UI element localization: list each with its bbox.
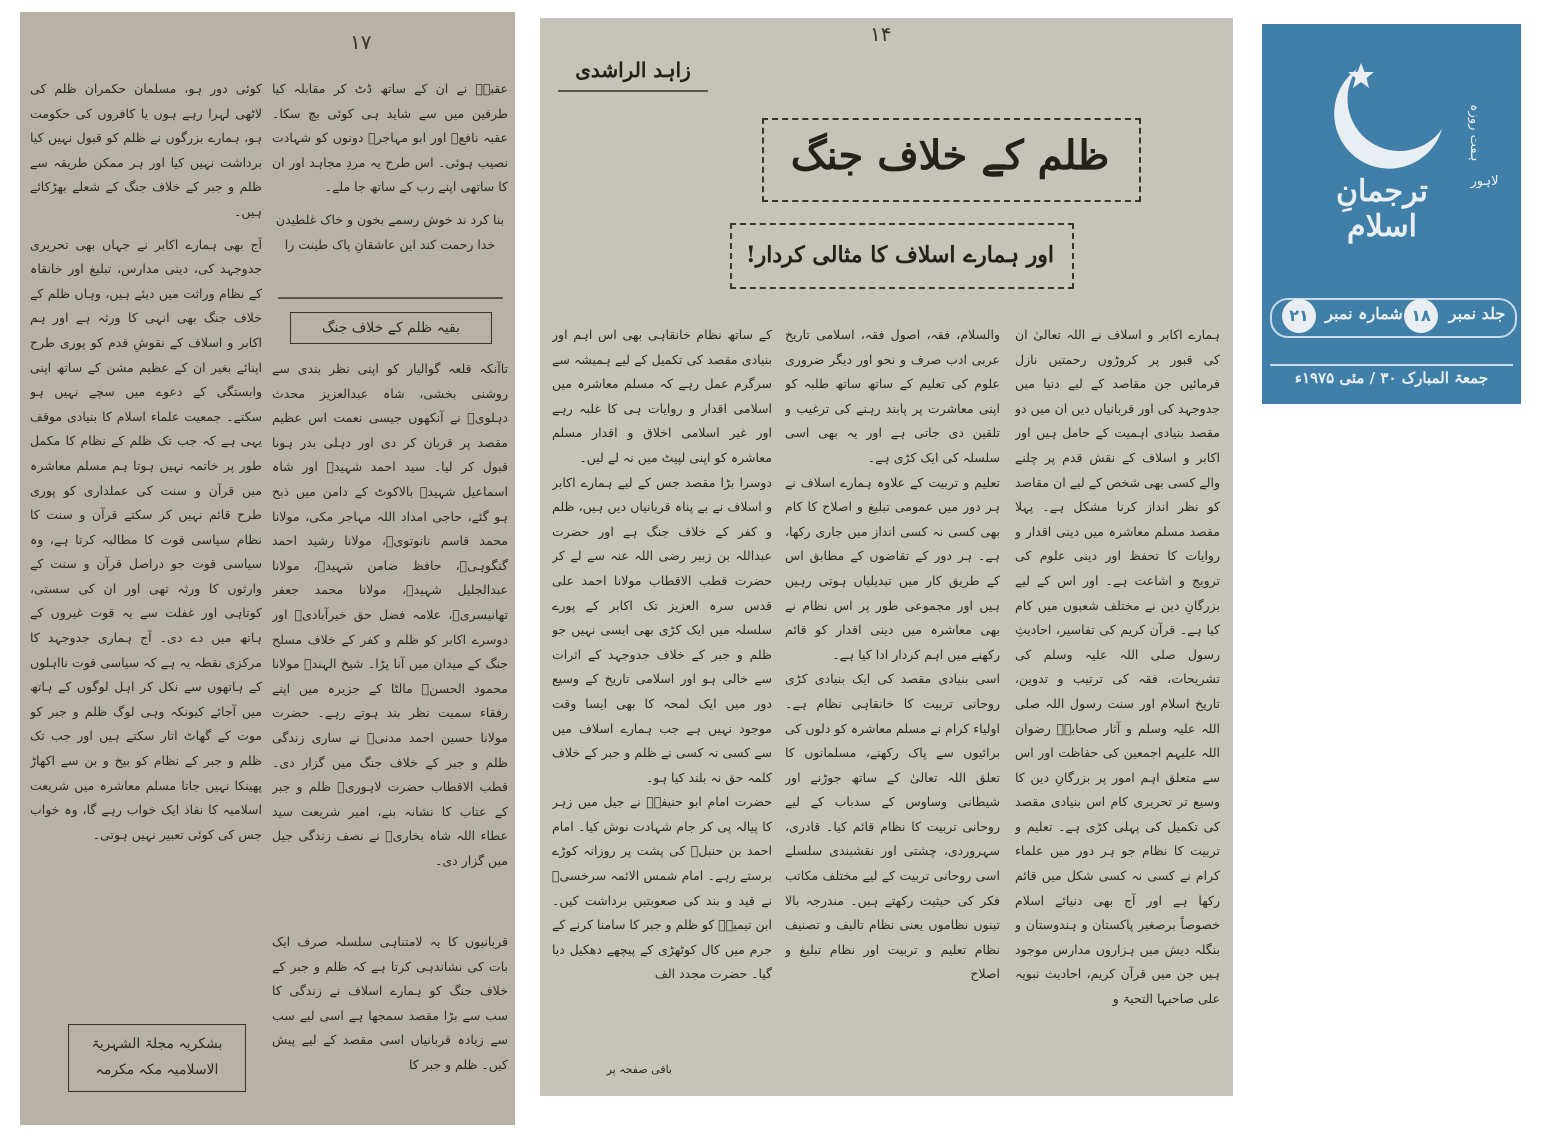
- issue-number: ۲۱: [1282, 299, 1316, 333]
- magazine-name: ترجمانِ اسلام: [1336, 174, 1428, 244]
- continued-note: باقی صفحہ پر: [606, 1063, 672, 1076]
- article-title: ظلم کے خلاف جنگ: [790, 132, 1110, 179]
- page-number: ۱۴: [870, 22, 892, 46]
- left-page-column-right-middle: [272, 357, 508, 922]
- left-page: [20, 12, 515, 1125]
- verse: بنا کرد ند خوش رسمے بخون و خاک غلطیدن خدا رحمت کند این عاشقانِ پاک طینت را: [275, 211, 505, 252]
- middle-page: [540, 18, 1233, 1096]
- paragraph: آج بھی ہمارے اکابر نے جہاں بھی تحریری جدوجہد کی، دینی مدارس، تبلیغ اور خانقاہ کے نظام وراثت میں دیئے ہیں، وہاں ظلم کے خلاف جنگ بھی انہی کا ورثہ ہے اور ہم اکابر و اسلاف کے نقوشِ قدم کو پوری طرح اپنائے بغیر ان کے عظیم مشن کے ساتھ اپنی وابستگی کے دعوے میں سچے نہیں ہو سکتے۔ جمعیت علماء اسلام کا بنیادی موقف یہی ہے کہ جب تک ظلم کے نظام کا مکمل طور پر خاتمہ نہیں ہوتا ہم مسلم معاشرہ میں قرآن و سنت کی عملداری کو پوری طرح قائم نہیں کر سکتے قرآن و سنت کا نظام سیاسی قوت کا مطالبہ کرتا ہے، وہ سیاسی قوت جو دراصل قرآن و سنت کے وارثوں کا ورثہ تھی اور ان کی سستی، کوتاہی اور غفلت سے یہ قوت غیروں کے ہاتھ میں دے دی۔ آج ہماری جدوجہد کا مرکزی نقطہ یہ ہے کہ سیاسی قوت نااہلوں کے ہاتھوں سے نکل کر اہل لوگوں کے ہاتھ میں آجائے کیونکہ وہی لوگ ظلم و جبر کو موت کے گھاٹ اتار سکتے ہیں اور جب تک ظلم و جبر کے نظام کو بیخ و بن سے اکھاڑ پھینکا نہیں جاتا مسلم معاشرہ میں شریعت اسلامیہ کا نفاذ ایک خواب رہے گا، وہ خواب جس کی کوئی تعبیر نہیں ہوتی۔: [30, 236, 262, 842]
- paragraph: تاآنکہ قلعہ گوالیار کو اپنی نظر بندی سے روشنی بخشی، شاہ عبدالعزیز محدث دہلویؒ نے آنکھوں جیسی نعمت اس عظیم مقصد پر قربان کر دی اور دہلی بدر ہونا قبول کر لیا۔ سید احمد شہیدؒ اور شاہ اسماعیل شہیدؒ بالاکوٹ کے دامن میں ذبح ہو گئے، حاجی امداد اللہ مہاجر مکی، مولانا محمد قاسم نانوتویؒ، مولانا رشید احمد گنگوہیؒ، حافظ ضامن شہیدؒ، مولانا عبدالجلیل شہیدؒ، مولانا محمد جعفر تھانیسریؒ، علامہ فضل حق خیرآبادیؒ اور دوسرے اکابر کو ظلم و کفر کے خلاف مسلح جنگ کے میدان میں آنا پڑا۔ شیخ الہندؒ مولانا محمود الحسنؒ مالٹا کے جزیرہ میں اپنے رفقاء سمیت نظر بند ہوتے رہے۔ حضرت مولانا حسین احمد مدنیؒ نے ساری زندگی ظلم و جبر کے خلاف جنگ میں گزار دی۔ قطب الاقطاب حضرت لاہوریؒ ظلم و جبر کے عتاب کا نشانہ بنے، امیر شریعت سید عطاء اللہ شاہ بخاریؒ نے نصف زندگی جیل میں گزار دی۔: [272, 361, 508, 868]
- issue-label: شمارہ نمبر: [1325, 304, 1403, 323]
- page-number: ۱۷: [350, 30, 372, 54]
- left-page-column-right-bottom: [272, 930, 508, 1110]
- date-rule: [1270, 364, 1513, 366]
- divider: [278, 297, 503, 299]
- volume-number: ۱۸: [1404, 299, 1438, 333]
- volume-label: جلد نمبر: [1448, 304, 1506, 323]
- article-column-2: والسلام، فقہ، اصول فقہ، اسلامی تاریخ عربی ادب صرف و نحو اور دیگر ضروری علوم کی تعلیم کے ساتھ ساتھ طلبہ کو اپنی معاشرت پر پابند رہنے کی ترغیب و تلقین دی جاتی ہے اور یہ بھی اسی سلسلہ کی ایک کڑی ہے۔ تعلیم و تربیت کے علاوہ ہمارے اسلاف نے ہر دور میں عمومی تبلیغ و اصلاح کا کام بھی کسی نہ کسی انداز میں جاری رکھا، ہے۔ ہر دور کے تقاضوں کے مطابق اس کے طریق کار میں تبدیلیاں ہوتی رہیں ہیں اور مجموعی طور پر اس نظام نے بھی معاشرہ میں دینی اقدار کو قائم رکھنے میں اہم کردار ادا کیا ہے۔ اسی بنیادی مقصد کی ایک بنیادی کڑی روحانی تربیت کا خانقاہی نظام ہے۔ اولیاء کرام نے مسلم معاشرہ کو دلوں کی برائیوں سے پاک رکھنے، مسلمانوں کا تعلق اللہ تعالیٰ کے ساتھ جوڑنے اور شیطانی وساوس کے سدباب کے لیے روحانی تربیت کا نظام قائم کیا۔ قادری، سہروردی، چشتی اور نقشبندی سلسلے اسی روحانی تربیت کے لیے مختلف مکاتب فکر کی حیثیت رکھتے ہیں۔ مندرجہ بالا تینوں نظاموں یعنی نظام تالیف و تصنیف نظام تعلیم و تربیت اور نظام تبلیغ و اصلاح: [785, 327, 1000, 982]
- author-name: زاہد الراشدی: [575, 58, 691, 82]
- paragraph: قربانیوں کا یہ لامتناہی سلسلہ صرف ایک بات کی نشاندہی کرتا ہے کہ ظلم و جبر کے خلاف جنگ کو ہمارے اسلاف نے زندگی کا سب سے بڑا مقصد سمجھا ہے اسی لیے سب سے زیادہ قربانیاں اسی مقصد کے لیے پیش کیں۔ ظلم و جبر کا: [272, 934, 508, 1072]
- article-column-3: کے ساتھ نظام خانقاہی بھی اس اہم اور بنیادی مقصد کی تکمیل کے لیے ہمیشہ سے سرگرم عمل رہے کہ مسلم معاشرہ میں اسلامی اقدار و روایات ہی کا غلبہ رہے اور غیر اسلامی اخلاق و اقدار مسلم معاشرہ کو اپنی لپیٹ میں نہ لے لیں۔ دوسرا بڑا مقصد جس کے لیے ہمارے اکابر و اسلاف نے بے پناہ قربانیاں دیں ہیں، ظلم و کفر کے خلاف جنگ ہے اور حضرت عبداللہ بن زبیر رضی اللہ عنہ سے لے کر حضرت قطب الاقطاب مولانا احمد علی قدس سرہ العزیز تک اکابر کے پورے سلسلہ میں ایک کڑی بھی ایسی نہیں جو ظلم و جبر کے خلاف جدوجہد کے اثرات سے خالی ہو اور اسلامی تاریخ کے وسیع دور میں ایک لمحہ کا بھی ایسا وقت موجود نہیں ہے جب ہمارے اسلاف میں سے کسی نہ کسی نے ظلم و جبر کے خلاف کلمہ حق نہ بلند کیا ہو۔ حضرت امام ابو حنیفہؒ نے جیل میں زہر کا پیالہ پی کر جام شہادت نوش کیا۔ امام احمد بن حنبلؒ کی پشت پر روزانہ کوڑے برستے رہے۔ امام شمس الائمہ سرخسیؒ نے قید و بند کی صعوبتیں برداشت کیں۔ ابن تیمیہؒ کو ظلم و جبر کا سامنا کرنے کے جرم میں کال کوٹھڑی کے پیچھے دھکیل دیا گیا۔ حضرت مجدد الف: [552, 327, 772, 982]
- inset-title-box: بقیہ ظلم کے خلاف جنگ: [290, 312, 492, 344]
- article-subtitle: اور ہمارے اسلاف کا مثالی کردار!: [745, 242, 1055, 268]
- paragraph: کوئی دور ہو، مسلمان حکمران ظلم کی لاٹھی لہرا رہے ہوں یا کافروں کی حکومت ہو، ہمارے بزرگوں نے ظلم کو قبول نہیں کیا برداشت نہیں کیا اور ہر ممکن طریقہ سے ظلم و جبر کے خلاف جنگ کے شعلے بھڑکائے ہیں۔: [30, 81, 262, 219]
- credit-box: بشکریہ مجلۃ الشہریۃ الاسلامیہ مکہ مکرمہ: [68, 1024, 246, 1092]
- paragraph: عقبہؓ نے ان کے ساتھ ڈٹ کر مقابلہ کیا طرفین میں سے شاید ہی کوئی بچ سکا۔ عقبہ نافعؓ اور ابو مہاجرؓ دونوں کو شہادت نصیب ہوئی۔ اس طرح یہ مردِ مجاہد اور ان کا ساتھی اپنے رب کے ساتھ جا ملے۔: [272, 81, 508, 195]
- article-column-1: ہمارے اکابر و اسلاف نے اللہ تعالیٰ ان کی قبور پر کروڑوں رحمتیں نازل فرمائیں جن مقاصد کے لیے دنیا میں جدوجہد کی اور قربانیاں دیں ان میں دو مقصد بنیادی اہمیت کے حامل ہیں اور اکابر و اسلاف کے نقش قدم پر چلنے والے کسی بھی شخص کے لیے ان مقاصد کو نظر انداز کرنا مشکل ہے۔ پہلا مقصد مسلم معاشرہ میں دینی اقدار و روایات کا تحفظ اور دینی علوم کی ترویج و اشاعت ہے۔ اور اس کے لیے بزرگانِ دین نے مختلف شعبوں میں کام کیا ہے۔ قرآن کریم کی تفاسیر، احادیثِ رسول صلی اللہ علیہ وسلم کی تشریحات، فقہ کی ترتیب و تدوین، تاریخ اسلام اور سنت رسول اللہ صلی اللہ علیہ وسلم و آثار صحابہؓ رضوان اللہ علیہم اجمعین کی حفاظت اور اس سے متعلق اہم امور پر بزرگانِ دین کا وسیع تر تحریری کام اس بنیادی مقصد کی تکمیل کی پہلی کڑی ہے۔ تعلیم و تربیت کا نظام جو ہر دور میں علماء کرام نے کسی نہ کسی شکل میں قائم رکھا ہے اور آج بھی دنیائے اسلام خصوصاً برصغیر پاکستان و ہندوستان و بنگلہ دیش میں ہزاروں مدارس موجود ہیں جن میں قرآن کریم، احادیث نبویہ علی صاحبہا التحیۃ و: [1015, 327, 1220, 1007]
- star-icon: [1347, 62, 1375, 90]
- left-page-column-right-top: [272, 77, 508, 292]
- magazine-cover: [1262, 24, 1521, 404]
- frequency-label: ہفت روزہ: [1467, 104, 1482, 162]
- city-label: لاہور: [1470, 174, 1499, 189]
- left-page-column-left: [30, 77, 262, 937]
- issue-date: جمعۃ المبارک ۳۰ / مئی ۱۹۷۵ء: [1294, 369, 1489, 387]
- author-underline: [558, 90, 708, 92]
